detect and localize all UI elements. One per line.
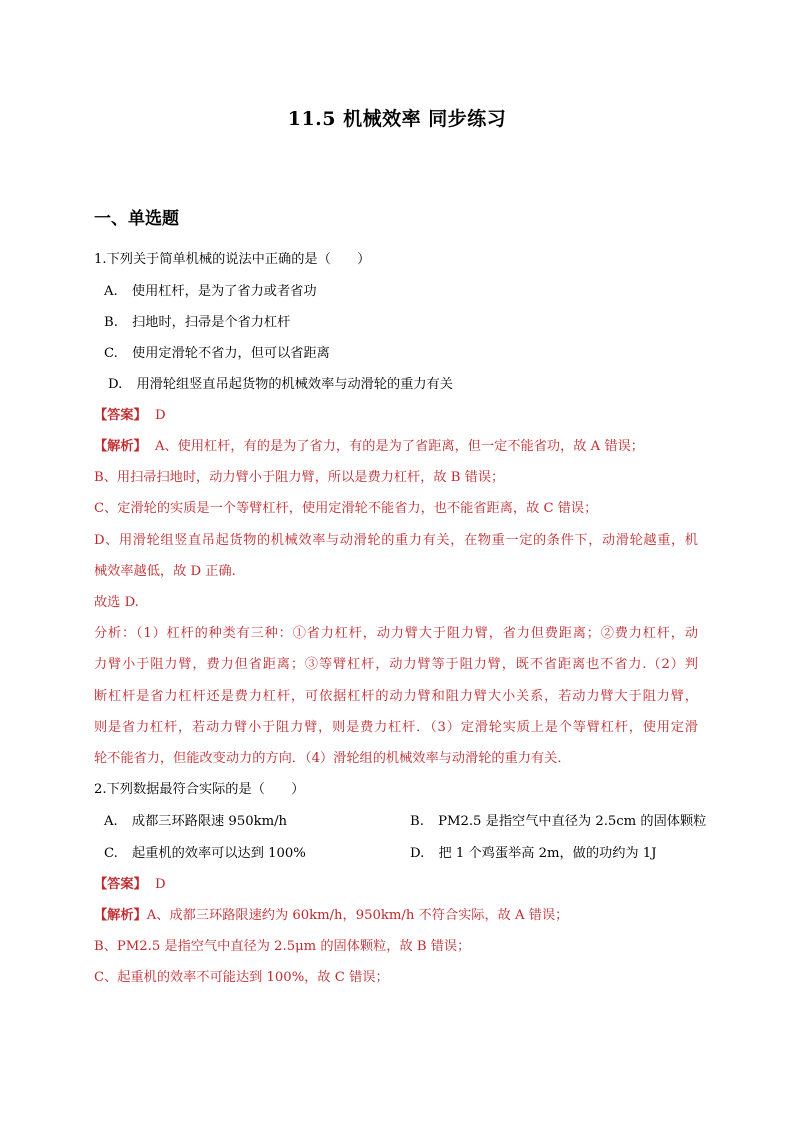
q1-option-b xyxy=(104,314,290,332)
q1-analysis-line-4: D、用滑轮组竖直吊起货物的机械效率与动滑轮的重力有关，在物重一定的条件下，动滑轮越重，机 xyxy=(94,533,698,548)
q2-answer xyxy=(94,876,166,894)
analysis-text: A、成都三环路限速约为 60km/h，950km/h 不符合实际，故 A 错误； xyxy=(146,908,569,923)
q1-analysis-line-1 xyxy=(94,438,644,456)
option-label: B. xyxy=(410,814,424,829)
fenxi-intro: 分析：（1）杠杆的种类有三种： xyxy=(94,626,293,641)
option-text: 用滑轮组竖直吊起货物的机械效率与动滑轮的重力有关 xyxy=(136,377,453,392)
q1-option-c xyxy=(104,345,330,363)
q1-analysis-line-5: 械效率越低，故 D 正确. xyxy=(94,564,236,579)
q1-analysis-line-2: B、用扫帚扫地时，动力臂小于阻力臂，所以是费力杠杆，故 B 错误； xyxy=(94,470,505,485)
q1-answer xyxy=(94,407,166,425)
q2-option-d xyxy=(410,845,656,863)
q1-fenxi-line-2 xyxy=(94,656,698,674)
analysis-text: A、使用杠杆，有的是为了省力，有的是为了省距离，但一定不能省功，故 A 错误； xyxy=(154,439,644,454)
option-text: 把 1 个鸡蛋举高 2m，做的功约为 1J xyxy=(438,846,657,861)
option-label: A. xyxy=(104,284,118,299)
answer-value: D xyxy=(154,408,166,423)
q1-fenxi-line-5: 轮不能省力，但能改变动力的方向．（4）滑轮组的机械效率与动滑轮的重力有关． xyxy=(94,751,571,766)
analysis-tag: 【解析】 xyxy=(94,439,147,454)
q2-option-b xyxy=(410,813,706,831)
question-2-stem: 2.下列数据最符合实际的是（ ） xyxy=(94,782,305,797)
answer-tag: 【答案】 xyxy=(94,408,147,423)
q2-option-a xyxy=(104,813,287,831)
q2-analysis-line-3: C、起重机的效率不可能达到 100%，故 C 错误； xyxy=(94,970,389,985)
analysis-tag: 【解析】 xyxy=(94,908,147,923)
q1-option-d xyxy=(108,376,453,394)
option-label: C. xyxy=(104,346,118,361)
option-text: 使用杠杆，是为了省力或者省功 xyxy=(131,284,317,299)
option-text: 起重机的效率可以达到 100% xyxy=(132,846,306,861)
q1-option-a xyxy=(104,283,317,301)
q1-fenxi-line-1 xyxy=(94,625,698,643)
option-text: 使用定滑轮不省力，但可以省距离 xyxy=(132,346,330,361)
option-text: 扫地时，扫帚是个省力杠杆 xyxy=(132,315,291,330)
option-text: PM2.5 是指空气中直径为 2.5cm 的固体颗粒 xyxy=(438,814,707,829)
fenxi-text: ①省力杠杆，动力臂大于阻力臂，省力但费距离；②费力杠杆，动 xyxy=(292,626,699,641)
page-title: 11.5 机械效率 同步练习 xyxy=(287,108,507,130)
option-label: D. xyxy=(108,377,123,392)
section-heading: 一、单选题 xyxy=(94,209,179,229)
fenxi-text: （2）判 xyxy=(646,657,698,672)
option-label: C. xyxy=(104,846,118,861)
fenxi-text: 力臂小于阻力臂，费力但省距离；③等臂杠杆，动力臂等于阻力臂，既不省距离也不省力. xyxy=(94,657,647,672)
option-text: 成都三环路限速 950km/h xyxy=(131,814,288,829)
q2-analysis-line-1 xyxy=(94,907,568,925)
q1-conclusion: 故选 D. xyxy=(94,595,139,610)
option-label: B. xyxy=(104,315,118,330)
q1-analysis-line-3: C、定滑轮的实质是一个等臂杠杆，使用定滑轮不能省力，也不能省距离，故 C 错误； xyxy=(94,501,598,516)
answer-tag: 【答案】 xyxy=(94,877,147,892)
option-label: D. xyxy=(410,846,425,861)
q1-fenxi-line-3: 断杠杆是省力杠杆还是费力杠杆，可依据杠杆的动力臂和阻力臂大小关系，若动力臂大于阻力臂， xyxy=(94,689,698,704)
q2-analysis-line-2: B、PM2.5 是指空气中直径为 2.5μm 的固体颗粒，故 B 错误； xyxy=(94,939,471,954)
q1-fenxi-line-4: 则是省力杠杆，若动力臂小于阻力臂，则是费力杠杆．（3）定滑轮实质上是个等臂杠杆，使用定滑 xyxy=(94,720,698,735)
question-1-stem: 1.下列关于简单机械的说法中正确的是（ ） xyxy=(94,252,371,267)
answer-value: D xyxy=(154,877,166,892)
q2-option-c xyxy=(104,845,306,863)
option-label: A. xyxy=(104,814,118,829)
